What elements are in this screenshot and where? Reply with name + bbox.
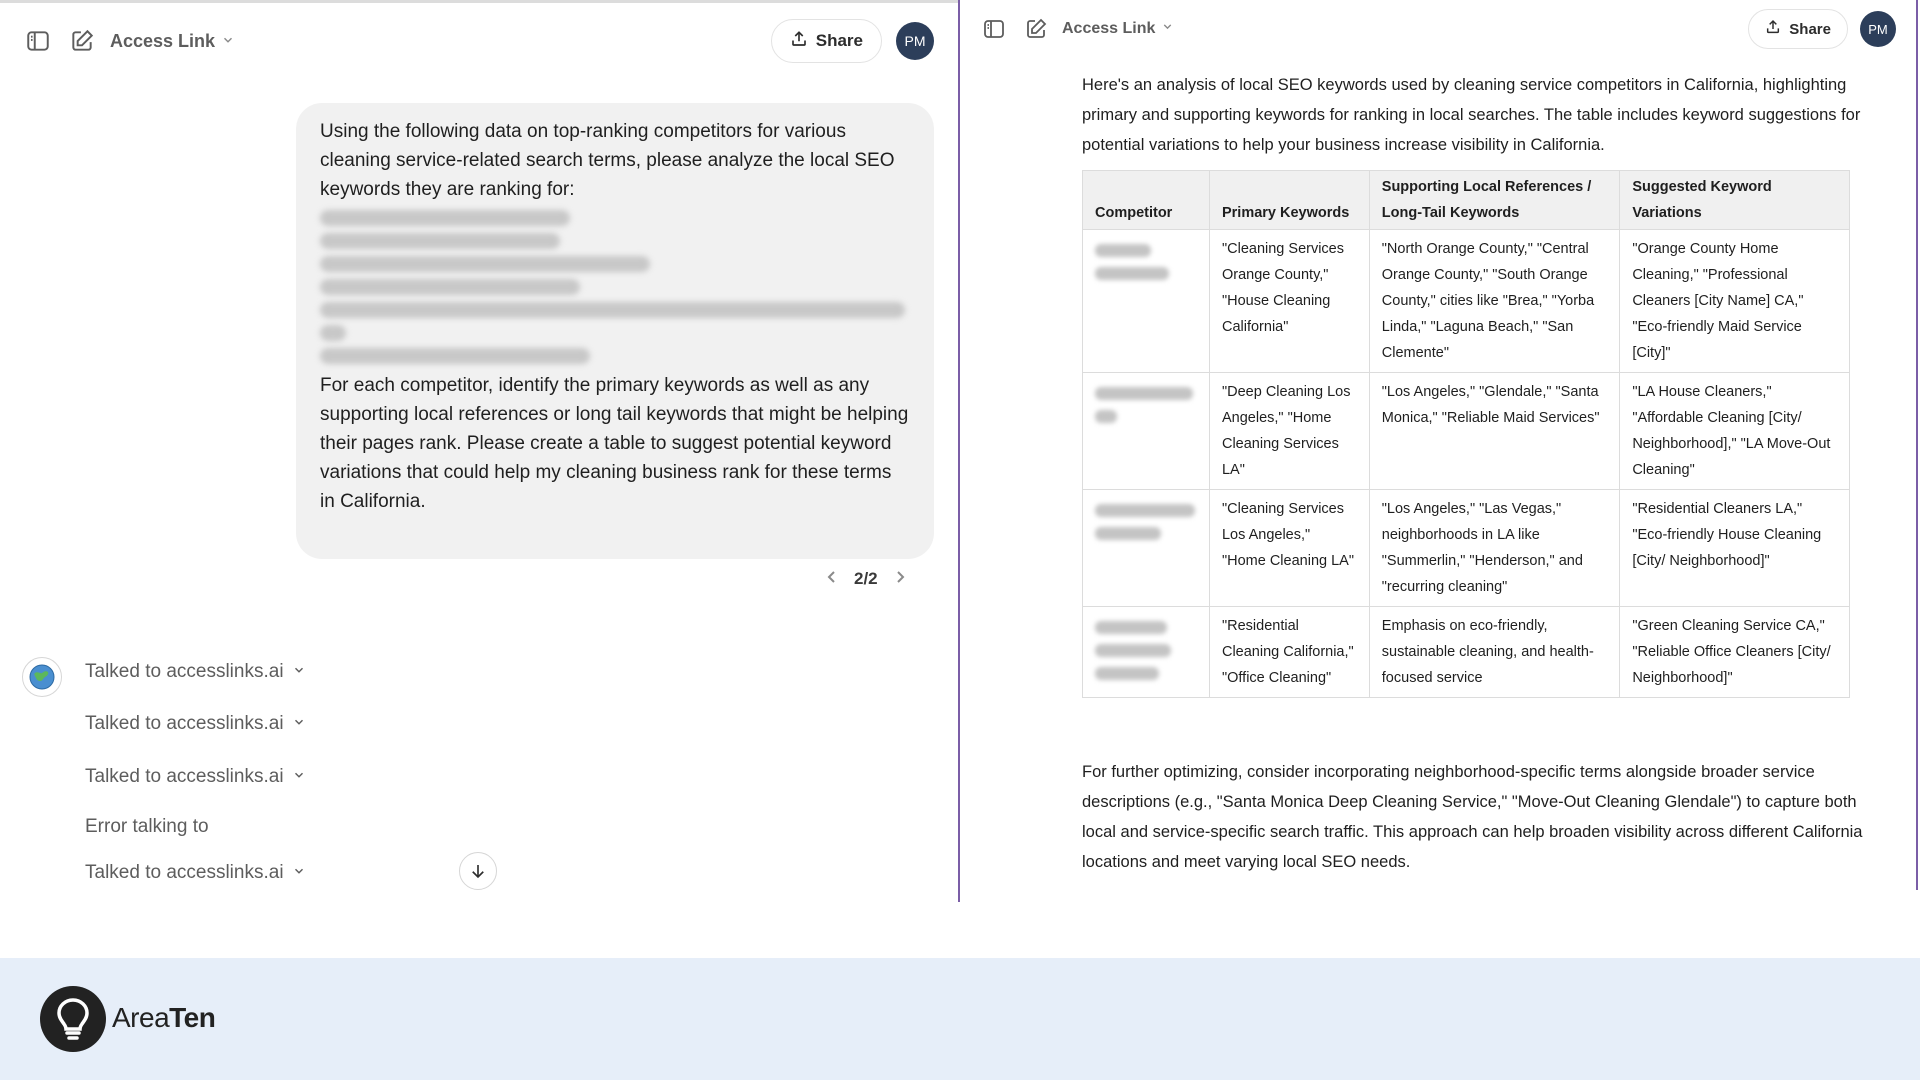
redacted-competitor-cell <box>1083 490 1210 607</box>
redacted-competitor-cell <box>1083 607 1210 698</box>
table-row <box>1083 490 1850 607</box>
tool-call-label: Error talking to <box>85 816 209 837</box>
sidebar-toggle-icon[interactable] <box>980 15 1008 43</box>
table-header-cell: Suggested Keyword Variations <box>1620 171 1850 230</box>
chevron-right-icon[interactable] <box>894 569 906 589</box>
brand-bold: Ten <box>169 1002 216 1033</box>
primary-keywords-cell: "Cleaning Services Orange County," "House Cleaning California" <box>1209 230 1369 373</box>
share-label: Share <box>1789 20 1831 38</box>
share-icon <box>1765 19 1781 39</box>
table-row <box>1083 607 1850 698</box>
footer-banner <box>0 958 1920 1080</box>
new-chat-icon[interactable] <box>68 27 96 55</box>
redacted-url <box>320 348 590 364</box>
table-header-cell: Supporting Local References / Long-Tail Keywords <box>1369 171 1620 230</box>
table-row <box>1083 230 1850 373</box>
share-button[interactable] <box>1748 9 1848 49</box>
globe-icon <box>28 663 56 691</box>
user-message-intro: Using the following data on top-ranking competitors for various cleaning service-related search terms, please analyze the local SEO keywords they are ranking for: <box>320 121 895 200</box>
redacted-competitor-cell <box>1083 230 1210 373</box>
right-header <box>960 8 1916 50</box>
assistant-response-intro: Here's an analysis of local SEO keywords used by cleaning service competitors in California, highlighting primary and supporting keywords for ranking in local searches. The table includes keyword suggestions for potential variations to help your business increase visibility in California. <box>1082 76 1861 154</box>
model-selector[interactable] <box>1062 20 1174 38</box>
left-header <box>0 17 958 65</box>
arrow-down-icon <box>469 862 487 880</box>
redacted-url <box>320 279 580 295</box>
supporting-keywords-cell: Emphasis on eco-friendly, sustainable cleaning, and health-focused service <box>1369 607 1620 698</box>
suggested-keywords-cell: "Residential Cleaners LA," "Eco-friendly House Cleaning [City/ Neighborhood]" <box>1620 490 1850 607</box>
tool-call-item[interactable] <box>85 862 306 884</box>
tool-call-label: Talked to accesslinks.ai <box>85 766 284 787</box>
chat-title: Access Link <box>1062 20 1156 37</box>
chat-title: Access Link <box>110 30 216 51</box>
redacted-competitor-cell <box>1083 373 1210 490</box>
primary-keywords-cell: "Deep Cleaning Los Angeles," "Home Cleaning Services LA" <box>1209 373 1369 490</box>
tool-call-item[interactable] <box>85 713 306 735</box>
supporting-keywords-cell: "Los Angeles," "Las Vegas," neighborhoods in LA like "Summerlin," "Henderson," and "recurring cleaning" <box>1369 490 1620 607</box>
chevron-down-icon <box>292 661 306 683</box>
supporting-keywords-cell: "Los Angeles," "Glendale," "Santa Monica," "Reliable Maid Services" <box>1369 373 1620 490</box>
pager-label: 2/2 <box>854 569 878 588</box>
user-message-bubble <box>296 103 934 559</box>
panel-border-right <box>1916 0 1918 890</box>
table-header-row <box>1083 171 1850 230</box>
chevron-left-icon[interactable] <box>826 569 838 589</box>
redacted-url <box>320 256 650 272</box>
redacted-url <box>320 233 560 249</box>
table-row <box>1083 373 1850 490</box>
message-pager <box>826 569 906 589</box>
chevron-down-icon <box>292 713 306 735</box>
tool-call-label: Talked to accesslinks.ai <box>85 661 284 682</box>
left-chat-panel <box>0 0 958 902</box>
tool-call-item[interactable] <box>85 661 306 683</box>
suggested-keywords-cell: "Green Cleaning Service CA," "Reliable Office Cleaners [City/ Neighborhood]" <box>1620 607 1850 698</box>
primary-keywords-cell: "Cleaning Services Los Angeles," "Home Cleaning LA" <box>1209 490 1369 607</box>
brand-light: Area <box>112 1002 170 1033</box>
brand-wordmark <box>112 1002 215 1034</box>
tool-call-label: Talked to accesslinks.ai <box>85 862 284 883</box>
chevron-down-icon <box>292 766 306 788</box>
model-selector[interactable] <box>110 31 235 52</box>
assistant-avatar <box>22 657 62 697</box>
lightbulb-logo-icon <box>40 986 106 1052</box>
user-message-outro: For each competitor, identify the primary keywords as well as any supporting local references or long tail keywords that might be helping their pages rank. Please create a table to suggest potential keyword variations that could help my cleaning business rank for these terms in California. <box>320 375 909 512</box>
table-header-cell: Competitor <box>1083 171 1210 230</box>
suggested-keywords-cell: "LA House Cleaners," "Affordable Cleaning [City/ Neighborhood]," "LA Move-Out Cleaning" <box>1620 373 1850 490</box>
primary-keywords-cell: "Residential Cleaning California," "Office Cleaning" <box>1209 607 1369 698</box>
user-avatar[interactable]: PM <box>1860 11 1896 47</box>
chevron-down-icon <box>221 31 235 52</box>
chevron-down-icon <box>1161 20 1174 38</box>
sidebar-toggle-icon[interactable] <box>24 27 52 55</box>
keyword-table <box>1082 170 1850 698</box>
redacted-url <box>320 210 570 226</box>
share-icon <box>790 30 808 53</box>
scroll-down-button[interactable] <box>459 852 497 890</box>
share-label: Share <box>815 31 863 50</box>
new-chat-icon[interactable] <box>1022 15 1050 43</box>
share-button[interactable] <box>771 19 882 63</box>
chevron-down-icon <box>292 862 306 884</box>
tool-call-item[interactable] <box>85 766 306 788</box>
tool-call-label: Talked to accesslinks.ai <box>85 713 284 734</box>
supporting-keywords-cell: "North Orange County," "Central Orange County," "South Orange County," cities like "Brea," "Yorba Linda," "Laguna Beach," "San Clemente" <box>1369 230 1620 373</box>
redacted-url <box>320 325 346 341</box>
redacted-url <box>320 302 905 318</box>
tool-call-error <box>85 816 209 838</box>
right-chat-panel <box>960 0 1916 902</box>
table-header-cell: Primary Keywords <box>1209 171 1369 230</box>
user-avatar[interactable]: PM <box>896 22 934 60</box>
suggested-keywords-cell: "Orange County Home Cleaning," "Professional Cleaners [City Name] CA," "Eco-friendly Maid Service [City]" <box>1620 230 1850 373</box>
assistant-response-followup: For further optimizing, consider incorporating neighborhood-specific terms alongside broader service descriptions (e.g., "Santa Monica Deep Cleaning Service," "Move-Out Cleaning Glendale") to capture both local and service-specific search traffic. This approach can help broaden visibility across different California locations and meet varying local SEO needs. <box>1082 763 1863 871</box>
redacted-url-list <box>320 210 910 364</box>
